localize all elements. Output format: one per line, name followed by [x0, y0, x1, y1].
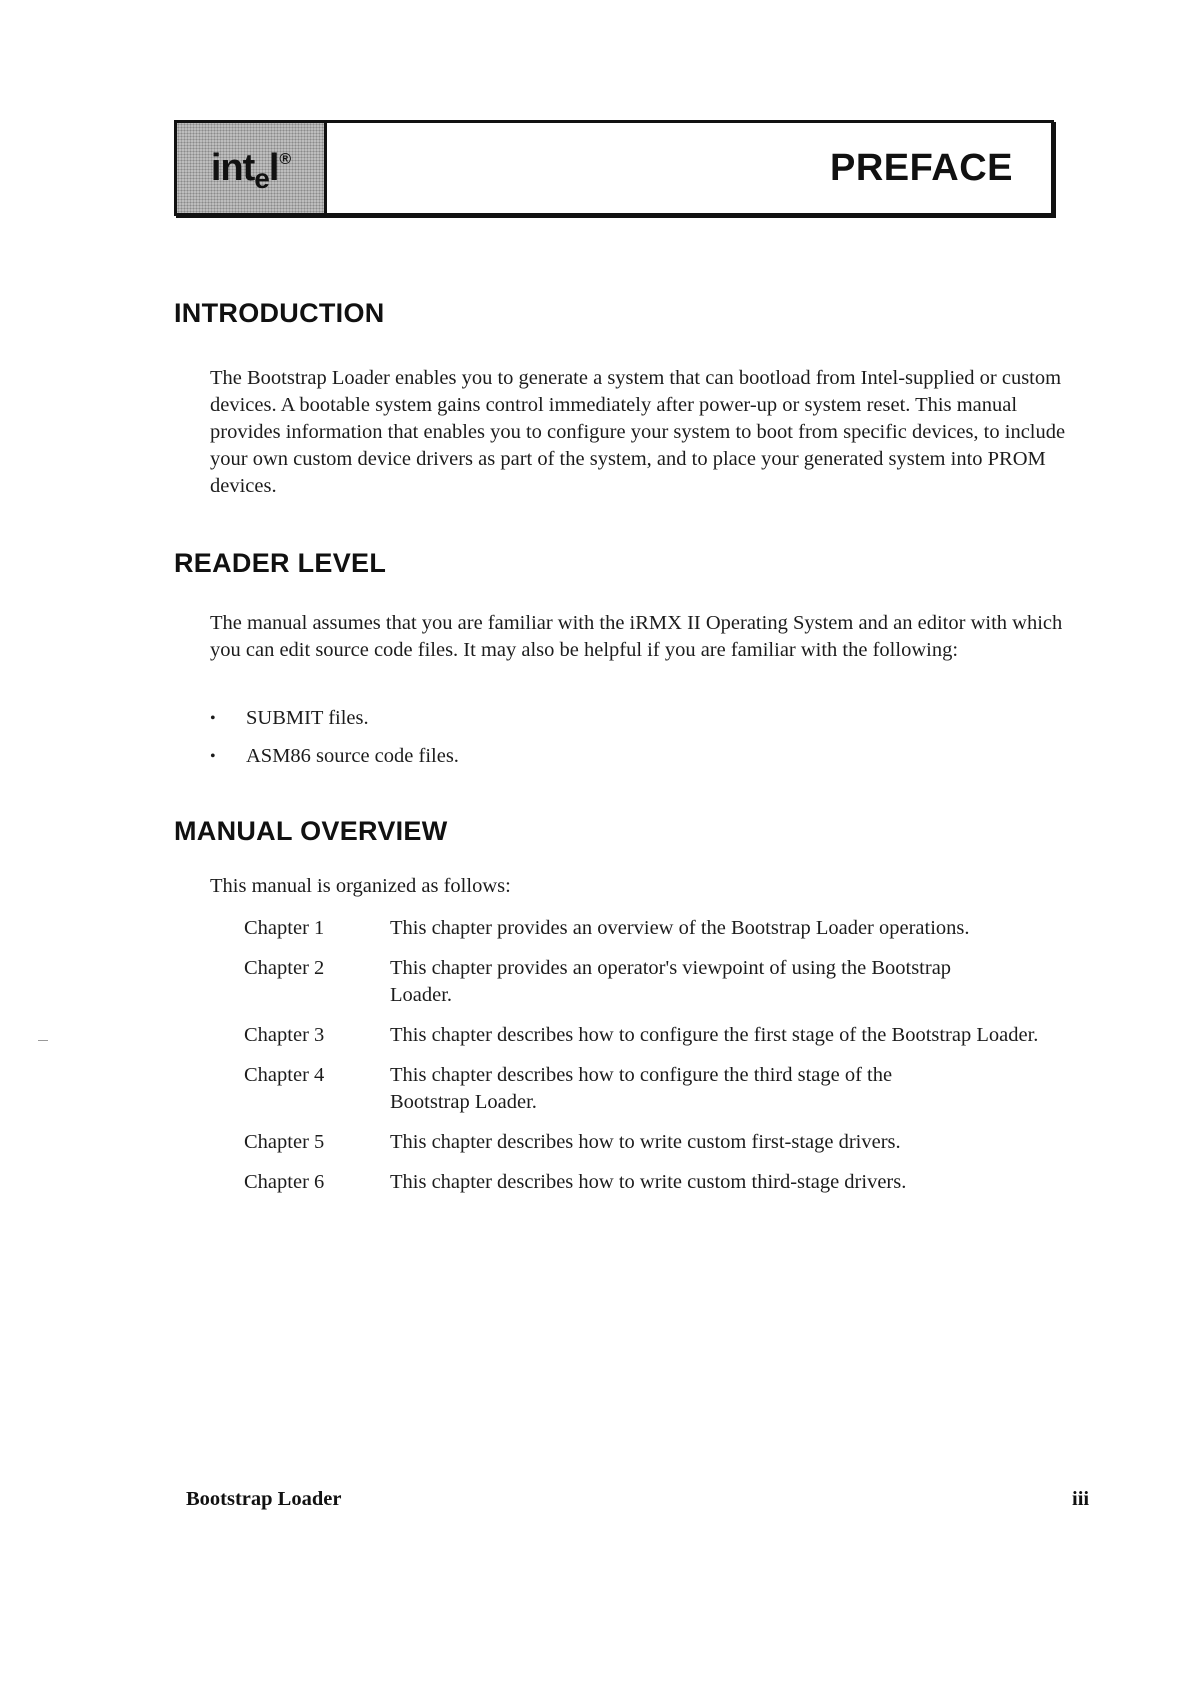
logo-registered-mark: ® [279, 151, 291, 168]
list-item [210, 705, 369, 732]
margin-mark [38, 1040, 48, 1041]
page-title: PREFACE [830, 146, 1013, 189]
intel-logo-text [210, 147, 291, 194]
logo-subscript: e [254, 163, 269, 194]
chapter-row [244, 1169, 1084, 1196]
chapter-label: Chapter 2 [244, 957, 325, 979]
chapter-label: Chapter 1 [244, 917, 325, 939]
chapter-description: This chapter describes how to configure the third stage of the Bootstrap Loader. [390, 1064, 893, 1113]
header-title-cell [327, 123, 1051, 213]
introduction-heading: INTRODUCTION [174, 298, 385, 328]
bullet-icon: • [210, 748, 216, 765]
chapter-label: Chapter 5 [244, 1131, 325, 1153]
page-header [174, 120, 1054, 216]
chapter-label: Chapter 6 [244, 1171, 325, 1193]
chapter-description: This chapter provides an operator's viewpoint of using the Bootstrap Loader. [390, 957, 952, 1006]
footer-title: Bootstrap Loader [186, 1488, 342, 1510]
reader-level-body: The manual assumes that you are familiar with the iRMX II Operating System and an editor with which you can edit source code files. It may also be helpful if you are familiar with the following: [210, 612, 1063, 661]
chapter-row [244, 1022, 1084, 1049]
chapter-row [244, 1129, 1084, 1156]
intel-logo [177, 123, 327, 213]
chapter-row [244, 955, 1084, 1009]
chapter-label: Chapter 3 [244, 1024, 325, 1046]
list-item-text: ASM86 source code files. [246, 745, 459, 767]
list-item [210, 743, 459, 770]
chapter-label: Chapter 4 [244, 1064, 325, 1086]
chapter-description: This chapter describes how to write custom first-stage drivers. [390, 1131, 901, 1153]
chapter-row [244, 1062, 1084, 1116]
logo-tail: l [268, 147, 279, 189]
introduction-body: The Bootstrap Loader enables you to generate a system that can bootload from Intel-supplied or custom devices. A bootable system gains control immediately after power-up or system reset. This manual provides information that enables you to configure your system to boot from specific devices, to include your own custom device drivers as part of the system, and to place your generated system into PROM devices. [210, 367, 1066, 497]
manual-overview-intro: This manual is organized as follows: [210, 875, 511, 897]
page-number: iii [1072, 1488, 1090, 1510]
chapter-description: This chapter describes how to configure the first stage of the Bootstrap Loader. [390, 1024, 1039, 1046]
logo-base: int [210, 147, 255, 189]
chapter-list [244, 915, 1084, 1209]
manual-overview-heading: MANUAL OVERVIEW [174, 816, 448, 846]
chapter-description: This chapter describes how to write custom third-stage drivers. [390, 1171, 907, 1193]
bullet-icon: • [210, 710, 216, 727]
reader-level-heading: READER LEVEL [174, 548, 387, 578]
chapter-row [244, 915, 1084, 942]
chapter-description: This chapter provides an overview of the Bootstrap Loader operations. [390, 917, 970, 939]
list-item-text: SUBMIT files. [246, 707, 369, 729]
